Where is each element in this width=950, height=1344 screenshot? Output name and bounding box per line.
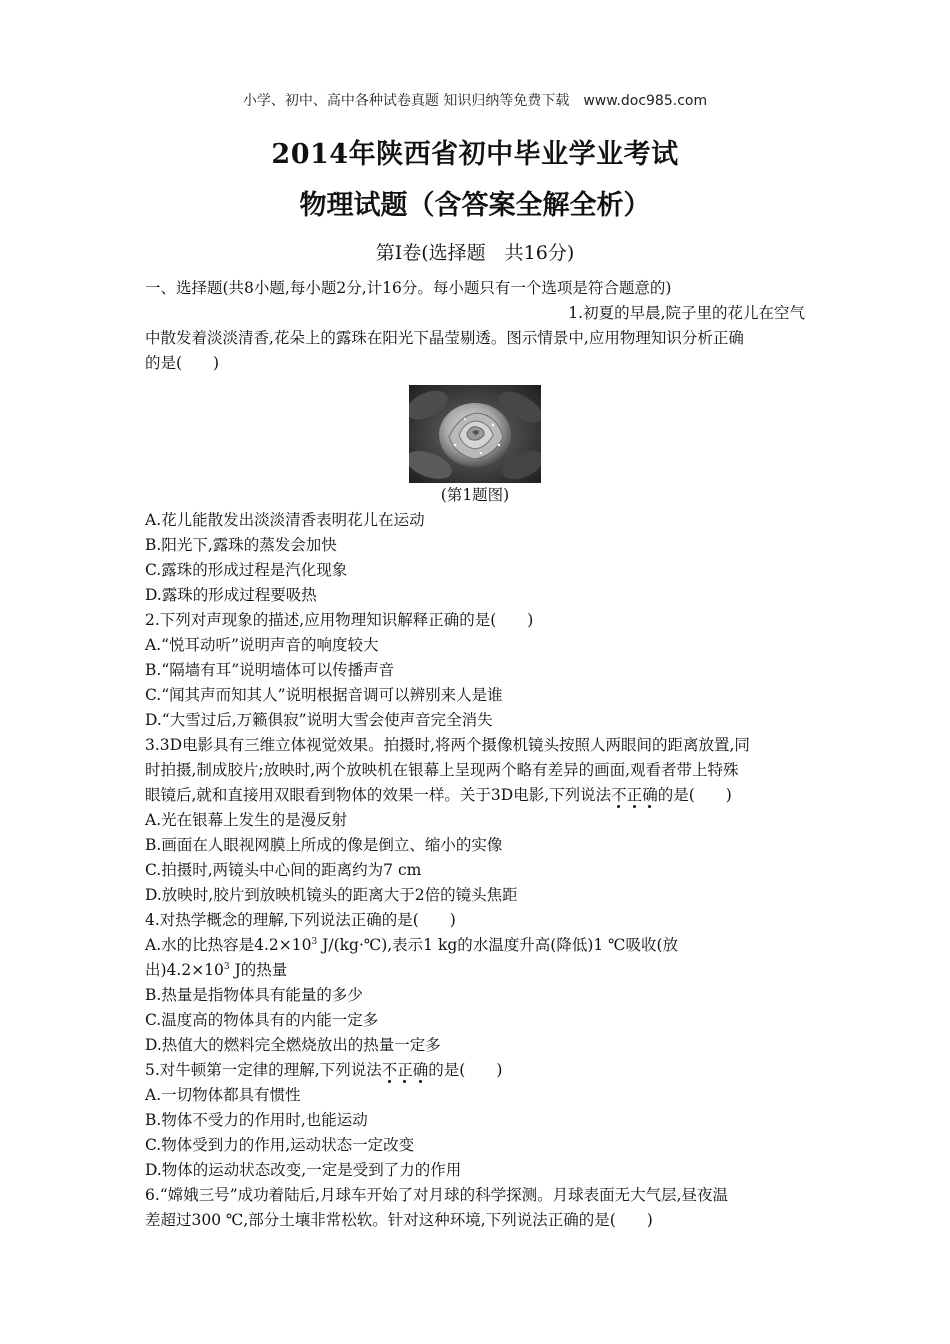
- q3-option-c: C.拍摄时,两镜头中心间的距离约为7 cm: [145, 861, 422, 879]
- q3-stem-line2: 时拍摄,制成胶片;放映时,两个放映机在银幕上呈现两个略有差异的画面,观看者带上特殊: [145, 761, 739, 779]
- q4-option-a-part2: J/(kg·℃),表示1 kg的水温度升高(降低)1 ℃吸收(放: [317, 936, 679, 954]
- q2-option-b: B.“隔墙有耳”说明墙体可以传播声音: [145, 661, 395, 679]
- emphasis-char: 正: [626, 786, 643, 804]
- q1-option-d: D.露珠的形成过程要吸热: [145, 586, 317, 604]
- q6-stem-line1: 6.“嫦娥三号”成功着陆后,月球车开始了对月球的科学探测。月球表面无大气层,昼夜温: [145, 1186, 728, 1204]
- q5-stem-pre: 5.对牛顿第一定律的理解,下列说法: [145, 1061, 382, 1079]
- q1-figure-caption: (第1题图): [440, 486, 510, 504]
- q4-option-d: D.热值大的燃料完全燃烧放出的热量一定多: [145, 1036, 441, 1054]
- q5-option-c: C.物体受到力的作用,运动状态一定改变: [145, 1136, 415, 1154]
- question-body: [145, 276, 805, 1233]
- q2-option-a: A.“悦耳动听”说明声音的响度较大: [145, 636, 379, 654]
- emphasis-char: 确: [412, 1061, 429, 1079]
- q5-stem: [145, 1058, 805, 1083]
- q1-option-c: C.露珠的形成过程是汽化现象: [145, 561, 348, 579]
- q3-emphasis-not-correct: [611, 786, 658, 804]
- emphasis-char: 不: [381, 1061, 398, 1079]
- q3-stem-line1: 3.3D电影具有三维立体视觉效果。拍摄时,将两个摄像机镜头按照人两眼间的距离放置,同: [145, 736, 750, 754]
- q3-option-d: D.放映时,胶片到放映机镜头的距离大于2倍的镜头焦距: [145, 886, 518, 904]
- q4-option-a-exponent2: 3: [223, 962, 230, 972]
- q3-stem-post: 的是( ): [657, 786, 732, 804]
- q1-stem-line1: 1.初夏的早晨,院子里的花儿在空气: [568, 304, 805, 322]
- section-intro: 一、选择题(共8小题,每小题2分,计16分。每小题只有一个选项是符合题意的): [145, 279, 672, 297]
- q4-option-b: B.热量是指物体具有能量的多少: [145, 986, 363, 1004]
- exam-title: 2014年陕西省初中毕业学业考试: [271, 139, 679, 170]
- q1-stem-line2: 中散发着淡淡清香,花朵上的露珠在阳光下晶莹剔透。图示情景中,应用物理知识分析正确: [145, 329, 744, 347]
- q3-option-a: A.光在银幕上发生的是漫反射: [145, 811, 348, 829]
- volume-heading: 第Ⅰ卷(选择题 共16分): [375, 242, 575, 264]
- q3-option-b: B.画面在人眼视网膜上所成的像是倒立、缩小的实像: [145, 836, 503, 854]
- q2-option-c: C.“闻其声而知其人”说明根据音调可以辨别来人是谁: [145, 686, 503, 704]
- emphasis-char: 正: [397, 1061, 413, 1079]
- q5-option-b: B.物体不受力的作用时,也能运动: [145, 1111, 368, 1129]
- q4-option-a-exponent: 3: [311, 937, 318, 947]
- q1-stem-line3: 的是( ): [145, 354, 220, 372]
- emphasis-char: 确: [642, 786, 658, 804]
- q3-stem-pre: 眼镜后,就和直接用双眼看到物体的效果一样。关于3D电影,下列说法: [145, 786, 612, 804]
- q5-option-a: A.一切物体都具有惯性: [145, 1086, 301, 1104]
- q5-stem-post: 的是( ): [428, 1061, 503, 1079]
- q1-option-a: A.花儿能散发出淡淡清香表明花儿在运动: [145, 511, 425, 529]
- q4-option-a-part4: J的热量: [229, 961, 288, 979]
- q4-stem: 4.对热学概念的理解,下列说法正确的是( ): [145, 911, 456, 929]
- q4-option-a-line1: [145, 933, 805, 958]
- emphasis-char: 不: [611, 786, 627, 804]
- exam-subtitle: 物理试题（含答案全解全析）: [299, 190, 651, 221]
- q1-option-b: B.阳光下,露珠的蒸发会加快: [145, 536, 337, 554]
- q2-option-d: D.“大雪过后,万籁俱寂”说明大雪会使声音完全消失: [145, 711, 493, 729]
- page-header: 小学、初中、高中各种试卷真题 知识归纳等免费下载 www.doc985.com: [242, 93, 708, 109]
- q6-stem-line2: 差超过300 ℃,部分土壤非常松软。针对这种环境,下列说法正确的是( ): [145, 1211, 653, 1229]
- q5-emphasis-not-correct: [382, 1061, 429, 1079]
- q4-option-a-part3: 出)4.2×10: [145, 961, 224, 979]
- q2-stem: 2.下列对声现象的描述,应用物理知识解释正确的是( ): [145, 611, 534, 629]
- q3-stem-line3: [145, 783, 805, 808]
- rose-photo: [409, 385, 541, 483]
- q4-option-a-line2: [145, 958, 805, 983]
- q5-option-d: D.物体的运动状态改变,一定是受到了力的作用: [145, 1161, 462, 1179]
- q4-option-a-part1: A.水的比热容是4.2×10: [145, 936, 312, 954]
- q4-option-c: C.温度高的物体具有的内能一定多: [145, 1011, 379, 1029]
